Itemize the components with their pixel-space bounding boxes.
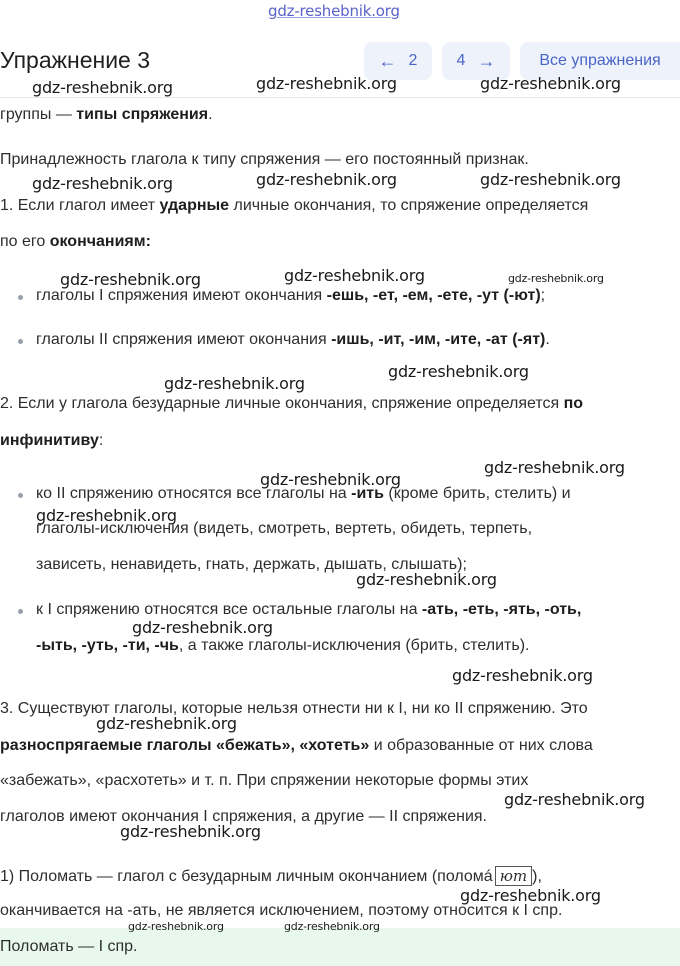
watermark: gdz-reshebnik.org xyxy=(256,74,397,93)
watermark: gdz-reshebnik.org xyxy=(284,920,380,933)
text-line: разноспрягаемые глаголы «бежать», «хотеть» и образованные от них слова xyxy=(0,737,593,754)
list-item: глаголы I спряжения имеют окончания -ешь, -ет, -ем, -ете, -ут (-ют); xyxy=(36,287,546,304)
watermark: gdz-reshebnik.org xyxy=(356,570,497,589)
text-line: глаголов имеют окончания I спряжения, а другие — II спряжения. xyxy=(0,808,487,825)
text-line: «забежать», «расхотеть» и т. п. При спряжении некоторые формы этих xyxy=(0,772,529,789)
watermark: gdz-reshebnik.org xyxy=(480,170,621,189)
watermark: gdz-reshebnik.org xyxy=(36,506,177,525)
watermark: gdz-reshebnik.org xyxy=(260,470,401,489)
list-item-continuation: глаголы-исключения (видеть, смотреть, вертеть, обидеть, терпеть, xyxy=(36,520,533,537)
list-item: ко II спряжению относятся все глаголы на -ить (кроме брить, стелить) и xyxy=(36,485,571,502)
bullet-icon xyxy=(18,339,23,344)
list-item-continuation: зависеть, ненавидеть, гнать, держать, дышать, слышать); xyxy=(36,556,467,573)
bullet-icon xyxy=(18,493,23,498)
watermark: gdz-reshebnik.org xyxy=(504,790,645,809)
text-line: по его окончаниям: xyxy=(0,233,151,250)
watermark: gdz-reshebnik.org xyxy=(32,174,173,193)
list-item: глаголы II спряжения имеют окончания -ишь, -ит, -им, -ите, -ат (-ят). xyxy=(36,331,550,348)
watermark: gdz-reshebnik.org xyxy=(132,618,273,637)
text-line: 1. Если глагол имеет ударные личные окончания, то спряжение определяется xyxy=(0,197,589,214)
watermark: gdz-reshebnik.org xyxy=(460,886,601,905)
next-exercise-label: 4 xyxy=(456,52,466,69)
watermark: gdz-reshebnik.org xyxy=(484,458,625,477)
text-line: 3. Существуют глаголы, которые нельзя отнести ни к I, ни ко II спряжению. Это xyxy=(0,700,588,717)
watermark: gdz-reshebnik.org xyxy=(60,270,201,289)
text-line: Принадлежность глагола к типу спряжения — его постоянный признак. xyxy=(0,151,529,168)
text-line: 2. Если у глагола безударные личные окончания, спряжение определяется по xyxy=(0,395,584,412)
text-line: группы — типы спряжения. xyxy=(0,106,213,123)
watermark: gdz-reshebnik.org xyxy=(284,266,425,285)
watermark: gdz-reshebnik.org xyxy=(508,272,604,285)
arrow-left-icon: ← xyxy=(378,50,397,71)
arrow-right-icon: → xyxy=(477,50,496,71)
bullet-icon xyxy=(18,295,23,300)
page-title: Упражнение 3 xyxy=(0,47,151,73)
watermark: gdz-reshebnik.org xyxy=(452,666,593,685)
prev-exercise-label: 2 xyxy=(408,52,418,69)
all-exercises-label: Все упражнения xyxy=(539,52,661,69)
watermark: gdz-reshebnik.org xyxy=(480,74,621,93)
watermark: gdz-reshebnik.org xyxy=(96,714,237,733)
answer-text: Поломать — I спр. xyxy=(0,938,138,955)
solution-line: 1) Поломать — глагол с безударным личным окончанием (поломá ют ), xyxy=(0,867,542,885)
watermark: gdz-reshebnik.org xyxy=(388,362,529,381)
watermark: gdz-reshebnik.org xyxy=(32,78,173,97)
list-item: к I спряжению относятся все остальные глаголы на -ать, -еть, -ять, -оть, xyxy=(36,601,582,618)
watermark: gdz-reshebnik.org xyxy=(128,920,224,933)
watermark: gdz-reshebnik.org xyxy=(256,170,397,189)
watermark: gdz-reshebnik.org xyxy=(164,374,305,393)
bullet-icon xyxy=(18,609,23,614)
text-line: инфинитиву: xyxy=(0,432,104,449)
watermark-link[interactable]: gdz-reshebnik.org xyxy=(268,2,400,20)
watermark: gdz-reshebnik.org xyxy=(120,822,261,841)
solution-line: оканчивается на -ать, не является исключением, поэтому относится к I спр. xyxy=(0,902,563,919)
list-item-continuation: -ыть, -уть, -ти, -чь, а также глаголы-исключения (брить, стелить). xyxy=(36,637,530,654)
handwritten-ending: ют xyxy=(495,866,532,886)
